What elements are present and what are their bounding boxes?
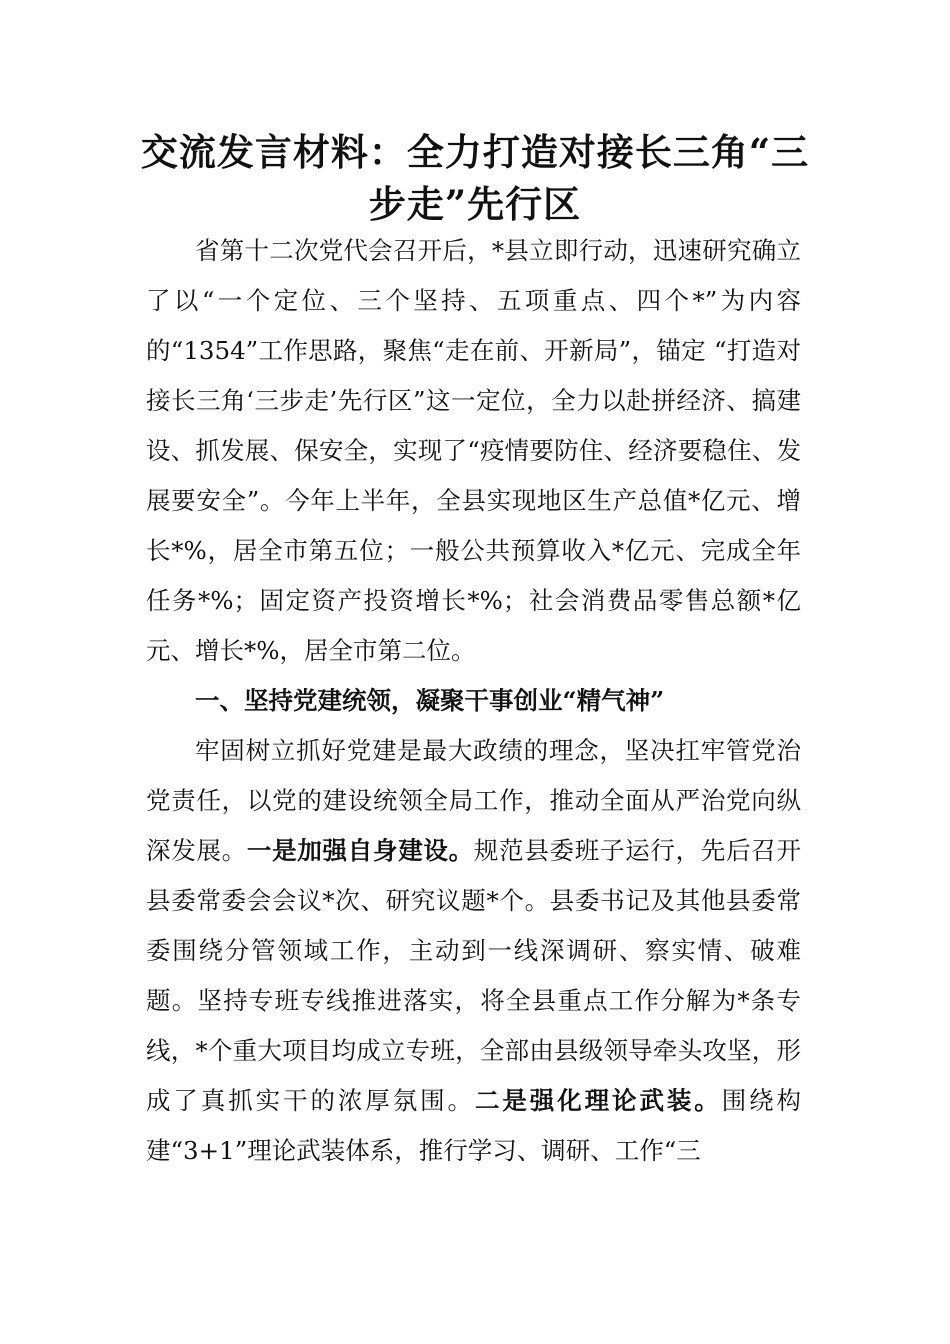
- point-2-label: 二是强化理论武装。: [474, 1086, 722, 1115]
- document-title: [0, 126, 950, 230]
- section-1-text-c: 围绕构建“3+1”理论武装体系，推行学习、调研、工作“三: [146, 1086, 802, 1165]
- intro-paragraph: 省第十二次党代会召开后，*县立即行动，迅速研究确立了以“一个定位、三个坚持、五项重点、四个*”为内容的“1354”工作思路，聚焦“走在前、开新局”，锚定 “打造对接长三角‘三步走’先行区”这一定位，全力以赴拼经济、搞建设、抓发展、保安全，实现了“疫情要防住、经济要稳住、发展要安全”。今年上半年，全县实现地区生产总值*亿元、增长*%，居全市第五位；一般公共预算收入*亿元、完成全年任务*%；固定资产投资增长*%；社会消费品零售总额*亿元、增长*%，居全市第二位。: [146, 236, 801, 665]
- section-1-heading: 一、坚持党建统领，凝聚干事创业“精气神”: [195, 686, 665, 715]
- point-1-label: 一是加强自身建设。: [246, 836, 474, 865]
- title-line-2: 步走”先行区: [368, 182, 582, 226]
- title-line-1: 交流发言材料：全力打造对接长三角“三: [140, 130, 810, 174]
- section-1-text-b: 规范县委班子运行，先后召开县委常委会会议*次、研究议题*个。县委书记及其他县委常委围绕分管领域工作，主动到一线深调研、察实情、破难题。坚持专班专线推进落实，将全县重点工作分解为*条专线，*个重大项目均成立专班，全部由县级领导牵头攻坚，形成了真抓实干的浓厚氛围。: [146, 836, 802, 1115]
- section-1-paragraph: [146, 726, 801, 1176]
- document-body: [146, 226, 801, 1176]
- section-1-text-a: 牢固树立抓好党建是最大政绩的理念，坚决扛牢管党治党责任，以党的建设统领全局工作，推动全面从严治党向纵深发展。: [146, 736, 801, 865]
